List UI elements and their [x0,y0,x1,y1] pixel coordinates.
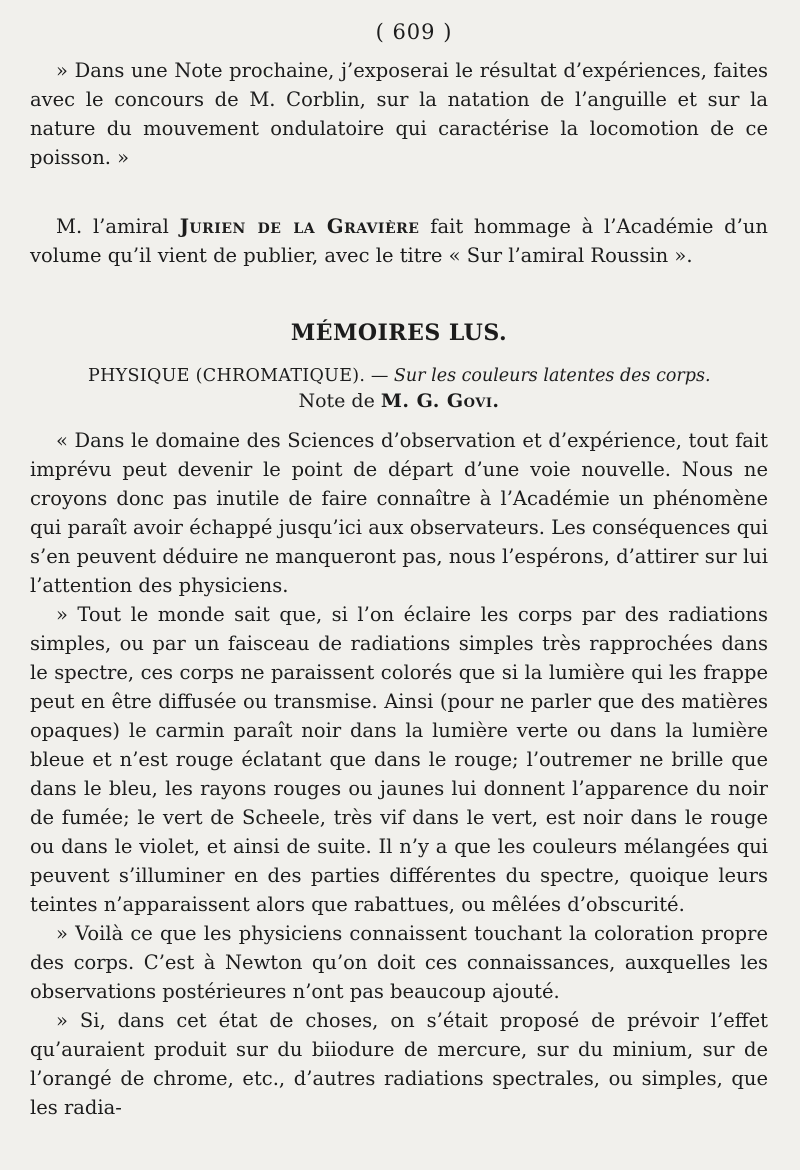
hommage-name: Jurien de la Gravière [179,215,420,238]
page-number: ( 609 ) [375,20,453,44]
note-byline [30,390,768,412]
closing-paragraph: » Dans une Note prochaine, j’exposerai le résultat d’expériences, faites avec le concours de M. Corblin, sur la natation de l’anguille et sur la nature du mouvement ondulatoire qui caractérise la locomotion de ce poisson. » [30,59,768,169]
subject-line [30,362,768,390]
body-paragraph-3: » Voilà ce que les physiciens connaissent touchant la coloration propre des corps. C’est à Newton qu’on doit ces connaissances, auxquelles les observations postérieures n’ont pas beaucoup ajouté. [30,922,768,1003]
body-paragraph-4: » Si, dans cet état de choses, on s’était proposé de prévoir l’effet qu’auraient produit sur du biiodure de mercure, sur du minium, sur de l’orangé de chrome, etc., d’autres radiations spectrales, ou simples, que les radia- [30,1009,768,1119]
section-heading: MÉMOIRES LUS. [290,320,508,346]
spacer [30,172,768,212]
note-prefix: Note de [298,390,381,412]
note-author: M. G. Govi. [380,390,500,412]
body-paragraph-2: » Tout le monde sait que, si l’on éclaire les corps par des radiations simples, ou par un faisceau de radiations simples très rapprochées dans le spectre, ces corps ne paraissent colorés que si la lumière qui les frappe peut en être diffusée ou transmise. Ainsi (pour ne parler que des matières opaques) le carmin paraît noir dans la lumière verte ou dans la lumière bleue et n’est rouge éclatant que dans le rouge; l’outremer ne brille que dans le bleu, les rayons rouges ou jaunes lui donnent l’apparence du noir de fumée; le vert de Scheele, très vif dans le vert, est noir dans le rouge ou dans le violet, et ainsi de suite. Il n’y a que les couleurs mélangées qui peuvent s’illuminer en des parties différentes du spectre, quoique leurs teintes n’apparaissent alors que rabattues, ou mêlées d’obscurité. [30,603,768,916]
subject-dash: — [365,366,394,386]
spacer [30,270,768,320]
hommage-paragraph [30,212,768,270]
body-paragraph-1: « Dans le domaine des Sciences d’observation et d’expérience, tout fait imprévu peut devenir le point de départ d’une voie nouvelle. Nous ne croyons donc pas inutile de faire connaître à l’Académie un phénomène qui paraît avoir échappé jusqu’ici aux observateurs. Les conséquences qui s’en peuvent déduire ne manqueront pas, nous l’espérons, d’attirer sur lui l’attention des physiciens. [30,429,768,597]
hommage-suffix: fait hommage à l’Académie d’un volume qu’il vient de publier, avec le titre « Sur l’amiral Roussin ». [30,215,768,267]
subject-title: Sur les couleurs latentes des corps. [393,366,711,386]
hommage-prefix: M. l’amiral [56,215,180,238]
document-page [30,20,768,1122]
subject-head: PHYSIQUE (CHROMATIQUE). [88,366,366,386]
